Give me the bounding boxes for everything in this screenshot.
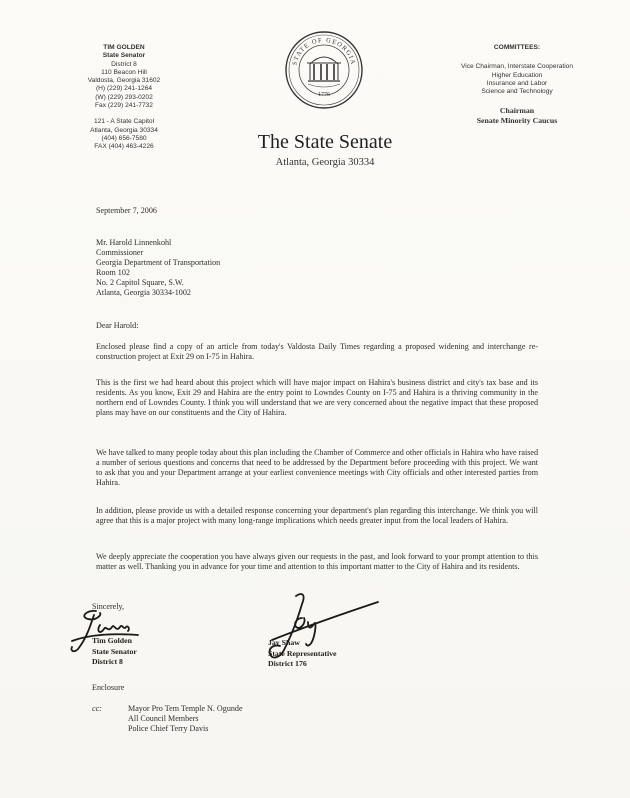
committees-heading: COMMITTEES: [493, 44, 541, 51]
cc-item: Mayor Pro Tem Temple N. Ogunde [128, 704, 243, 713]
sender-block [64, 44, 184, 152]
recipient-line: Atlanta, Georgia 30334-1002 [96, 288, 191, 298]
body-paragraph: We have talked to many people today about this plan including the Chamber of Commerce and other officials in Hahira who have raised a number of serious questions and concerns that need to be addressed by the Department before proceeding with this project. We want to ask that you and your Department arrange at your earliest convenience meetings with City officials and other interested parties from Hahira. [96, 448, 538, 488]
sender-capitol-line: 121 - A State Capitol [93, 118, 155, 126]
signer-2-title: State Representative [268, 648, 337, 658]
salutation: Dear Harold: [96, 321, 139, 330]
chair-of: Senate Minority Caucus [476, 115, 558, 125]
cc-label: cc: [92, 704, 102, 713]
committee-item: Vice Chairman, Interstate Cooperation [460, 63, 574, 71]
sender-home-line: (W) (229) 293-0202 [95, 93, 153, 101]
cc-item: Police Chief Terry Davis [128, 724, 209, 734]
sender-home-line: Valdosta, Georgia 31602 [87, 77, 161, 85]
recipient-line: Mr. Harold Linnenkohl [96, 238, 172, 247]
sender-home-line: Fax (229) 241-7732 [95, 102, 153, 110]
sender-capitol-line: Atlanta, Georgia 30334 [90, 126, 158, 134]
signer-2-block [268, 638, 337, 670]
sender-capitol-line: FAX (404) 463-4226 [94, 143, 154, 151]
svg-text:STATE OF GEORGIA [291, 37, 356, 66]
cc-item: All Council Members [128, 714, 199, 724]
signer-1-name: Tim Golden [92, 636, 132, 645]
sender-home-line: (H) (229) 241-1264 [95, 85, 153, 93]
body-paragraph: In addition, please provide us with a detailed response concerning your department's plan regarding this interchange. We think you will agree that this is a major project with many long-range implications which needs greater input from the local leaders of Hahira. [96, 506, 538, 526]
chair-title: Chairman [499, 106, 535, 116]
letterhead-title: The State Senate [257, 131, 393, 153]
letterhead-city: Atlanta, Georgia 30334 [275, 157, 375, 168]
recipient-line: Commissioner [96, 248, 144, 258]
recipient-line: No. 2 Capitol Square, S.W. [96, 278, 184, 288]
committees-block [432, 44, 602, 125]
body-paragraph: This is the first we had heard about this project which will have major impact on Hahira's business district and city's tax base and its residents. As you know, Exit 29 and Hahira are the entry point to Lowndes County on I-75 and Hahira is a thriving community in the northern end of Lowndes County. I think you will understand that we are very concerned about the negative impact that these proposed plans may have on our constituents and the City of Hahira. [96, 378, 538, 418]
recipient-line: Room 102 [96, 268, 130, 278]
sender-home-line: 110 Beacon Hill [101, 68, 147, 76]
seal-text: STATE OF GEORGIA [291, 36, 357, 67]
recipient-line: Georgia Department of Transportation [96, 258, 221, 268]
sender-district: District 8 [111, 60, 137, 68]
committee-item: Higher Education [491, 71, 543, 79]
body-paragraph: Enclosed please find a copy of an article from today's Valdosta Daily Times regarding a proposed widening and interchange re-construction project at Exit 29 on I-75 in Hahira. [96, 342, 538, 362]
signer-1-block [92, 636, 137, 668]
closing: Sincerely, [92, 602, 125, 611]
signer-1-title: State Senator [92, 646, 137, 656]
sender-name: TIM GOLDEN [103, 44, 145, 51]
sender-title: State Senator [102, 52, 146, 60]
state-seal-icon [284, 30, 364, 110]
sender-capitol-line: (404) 656-7580 [101, 134, 147, 142]
committee-item: Science and Technology [481, 88, 553, 96]
signer-2-district: District 176 [268, 659, 307, 668]
body-paragraph: We deeply appreciate the cooperation you have always given our requests in the past, and look forward to your prompt attention to this matter as well. Thanking you in advance for your time and attention to this important matter to the City of Hahira and its residents. [96, 552, 538, 572]
signer-2-name: Jay Shaw [268, 638, 300, 647]
committee-item: Insurance and Labor [486, 79, 548, 87]
recipient-address [96, 238, 220, 299]
enclosure-note: Enclosure [92, 683, 125, 692]
seal-year: 1776 [318, 92, 330, 98]
letter-date: September 7, 2006 [96, 206, 157, 215]
cc-list [128, 704, 243, 734]
signer-1-district: District 8 [92, 657, 123, 666]
